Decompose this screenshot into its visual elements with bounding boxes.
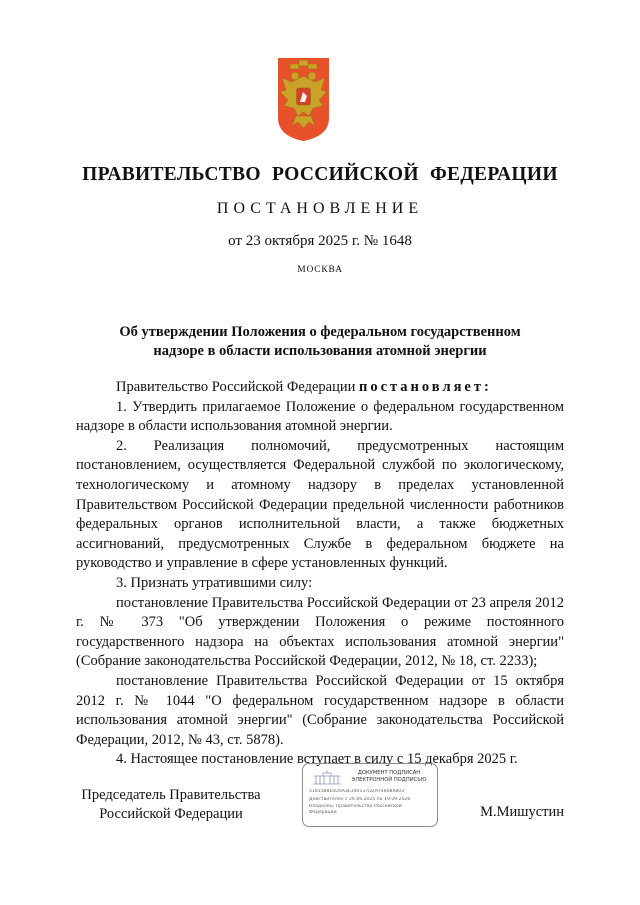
intro-resolves: постановляет: (358, 379, 492, 395)
coat-of-arms-russia-icon (276, 56, 331, 142)
intro-lead: Правительство Российской Федерации (116, 379, 359, 395)
document-body (76, 378, 564, 770)
paragraph-3: 3. Признать утратившими силу: (116, 574, 313, 591)
document-subject (60, 323, 580, 361)
stamp-title (343, 770, 435, 783)
stamp-owner-line-1: Владелец: Правительство Российской (309, 804, 402, 809)
subject-line-1: Об утверждении Положения о федеральном государственном (119, 324, 521, 340)
paragraph-4: 4. Настоящее постановление вступает в силу с 15 декабря 2025 г. (116, 751, 518, 768)
paragraph-2: 2. Реализация полномочий, предусмотренных настоящим постановлением, осуществляется Федеральной службой по экологическому, технологическому и атомному надзору в пределах установленной Правительством Российской Федерации предельной численности работников федеральных органов исполнительной власти, а также бюджетных ассигнований, предусмотренных Службе в федеральном бюджете на руководство и управление в сфере установленных функций. (76, 437, 564, 572)
signatory-position-line-2: Российской Федерации (99, 806, 243, 822)
document-type: ПОСТАНОВЛЕНИЕ (216, 200, 424, 217)
government-title: ПРАВИТЕЛЬСТВО РОССИЙСКОЙ ФЕДЕРАЦИИ (82, 164, 558, 185)
stamp-title-line-2: ЭЛЕКТРОННОЙ ПОДПИСЬЮ (351, 776, 427, 783)
paragraph-3-item-1: постановление Правительства Российской Федерации от 23 апреля 2012 г. № 373 "Об утверждении Положения о режиме постоянного государственного надзора на объектах использования атомной энергии" (Собрание законодательства Российской Федерации, 2012, № 18, ст. 2233); (76, 594, 564, 670)
signatory-position-line-1: Председатель Правительства (81, 787, 261, 803)
intro-paragraph (76, 378, 564, 398)
stamp-certificate: 5181588E0D5A3E340137D2A746084803 (309, 789, 405, 794)
document-date-number: от 23 октября 2025 г. № 1648 (228, 233, 412, 249)
document-city: МОСКВА (297, 265, 343, 275)
subject-line-2: надзоре в области использования атомной энергии (153, 343, 487, 359)
stamp-title-line-1: ДОКУМЕНТ ПОДПИСАН (357, 770, 421, 776)
paragraph-3-item-2: постановление Правительства Российской Федерации от 15 октября 2012 г. № 1044 "О федеральном государственном надзоре в области использования атомной энергии" (Собрание законодательства Российской Федерации, 2012, № 43, ст. 5878). (76, 672, 564, 748)
stamp-validity: Действителен с 26.06.2025 по 19.09.2026 (309, 797, 411, 802)
stamp-owner-line-2: Федерации (309, 810, 337, 815)
signatory-position (76, 786, 266, 824)
signatory-name: М.Мишустин (480, 804, 564, 820)
electronic-signature-stamp (302, 763, 438, 827)
paragraph-1: 1. Утвердить прилагаемое Положение о федеральном государственном надзоре в области использования атомной энергии. (76, 398, 564, 435)
government-building-icon (309, 769, 345, 785)
